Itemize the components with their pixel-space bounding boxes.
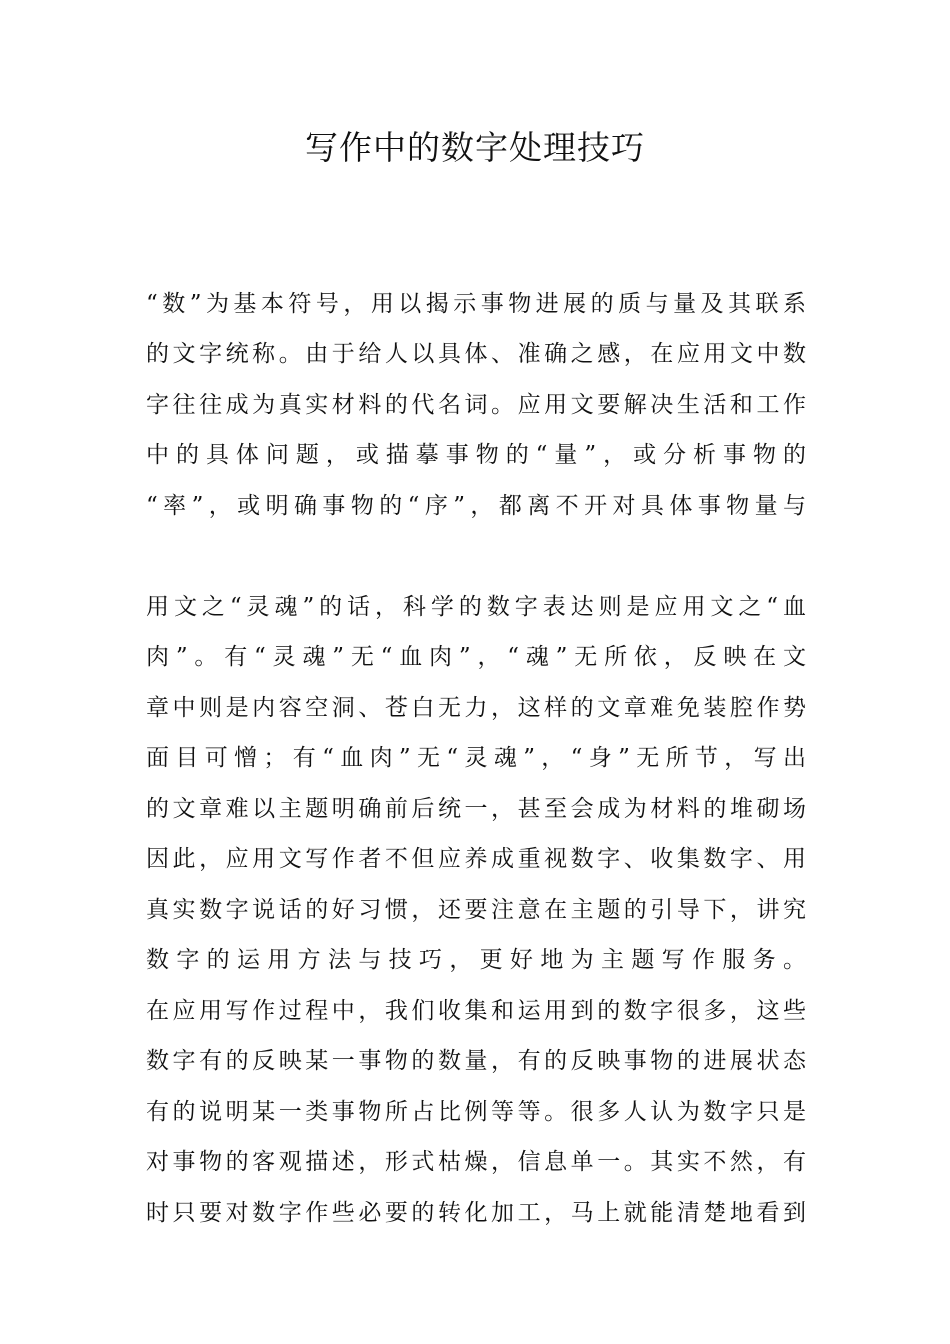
- body-line: [146, 582, 806, 633]
- body-line-text: 数字的运用方法与技巧，更好地为主题写作服务。: [146, 947, 806, 973]
- body-line-text: 数字有的反映某一事物的数量，有的反映事物的进展状态: [146, 1048, 806, 1074]
- body-line: [146, 531, 806, 582]
- body-line: [146, 380, 806, 431]
- body-line: [146, 733, 806, 784]
- body-line-text: “数”为基本符号，用以揭示事物进展的质与量及其联系: [146, 290, 806, 317]
- document-body: [146, 228, 806, 1238]
- body-line-text: 对事物的客观描述，形式枯燥，信息单一。其实不然，有: [146, 1149, 806, 1175]
- body-line: [146, 1087, 806, 1138]
- body-line-text: 章中则是内容空洞、苍白无力，这样的文章难免装腔作势: [146, 694, 806, 721]
- body-line: [146, 329, 806, 380]
- body-line: [146, 986, 806, 1037]
- body-line: [146, 683, 806, 734]
- body-line: [146, 228, 806, 279]
- body-line-text: 的文章难以主题明确前后统一，甚至会成为材料的堆砌场: [146, 795, 806, 822]
- body-line: [146, 1188, 806, 1239]
- body-line: [146, 935, 806, 986]
- body-line-text: 肉”。有“灵魂”无“血肉”，“魂”无所依，反映在文: [146, 644, 806, 670]
- body-line: [146, 834, 806, 885]
- body-line-text: 面目可憎；有“血肉”无“灵魂”，“身”无所节，写出: [146, 745, 806, 771]
- document-title: 写作中的数字处理技巧: [305, 128, 645, 167]
- body-line: [146, 885, 806, 936]
- body-line-text: 的文字统称。由于给人以具体、准确之感，在应用文中数: [146, 341, 806, 367]
- body-line-text: 中的具体问题，或描摹事物的“量”，或分析事物的: [146, 442, 806, 468]
- body-line: [146, 430, 806, 481]
- body-line: [146, 1036, 806, 1087]
- body-line: [146, 481, 806, 532]
- body-line: [146, 632, 806, 683]
- body-line-text: 真实数字说话的好习惯，还要注意在主题的引导下，讲究: [146, 896, 806, 923]
- body-line-text: 因此，应用文写作者不但应养成重视数字、收集数字、用: [146, 846, 806, 872]
- body-line-text: 在应用写作过程中，我们收集和运用到的数字很多，这些: [146, 997, 806, 1024]
- body-line-text: 时只要对数字作些必要的转化加工，马上就能清楚地看到: [146, 1199, 806, 1226]
- body-line: [146, 784, 806, 835]
- body-line-text: 有的说明某一类事物所占比例等等。很多人认为数字只是: [146, 1098, 806, 1125]
- body-line: [146, 1137, 806, 1188]
- body-line: [146, 279, 806, 330]
- body-line-text: “率”，或明确事物的“序”，都离不开对具体事物量与: [146, 492, 806, 519]
- body-line-text: 字往往成为真实材料的代名词。应用文要解决生活和工作: [146, 391, 806, 418]
- body-line-text: 用文之“灵魂”的话，科学的数字表达则是应用文之“血: [146, 593, 806, 620]
